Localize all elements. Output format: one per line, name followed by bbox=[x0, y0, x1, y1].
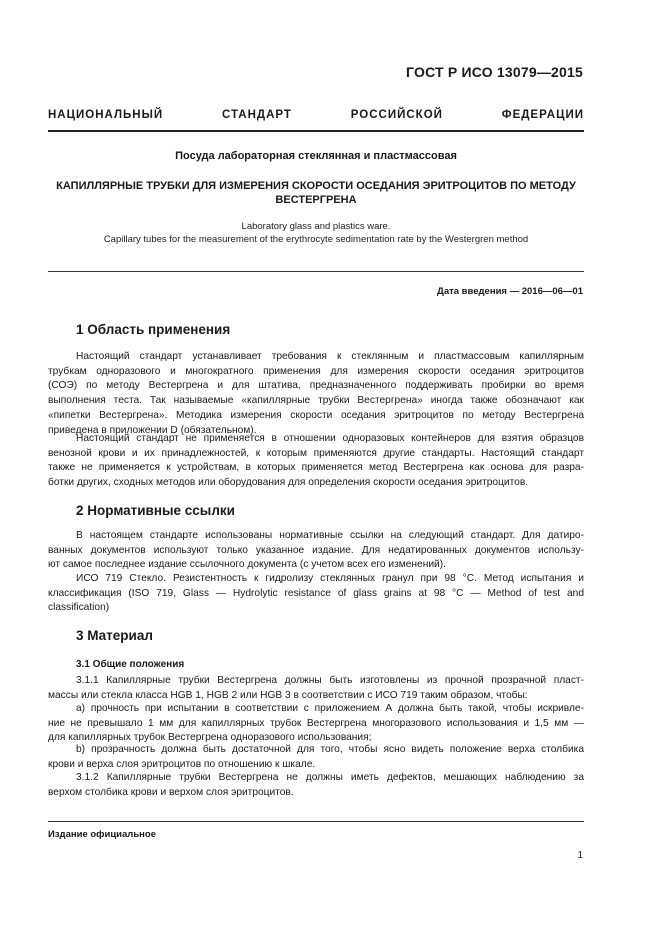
section-2-paragraph-2: ИСО 719 Стекло. Резистентность к гидролизу стеклянных гранул при 98 °С. Метод испытания и классификация (ISO 719, Glass — Hydrolytic resistance of glass grains at 98 °C — Method of test and classification) bbox=[48, 573, 584, 614]
section-3-heading: 3 Материал bbox=[76, 628, 153, 643]
footer-rule bbox=[48, 821, 584, 822]
page-number: 1 bbox=[577, 850, 583, 861]
clause-3-1-1: 3.1.1 Капиллярные трубки Вестергрена должны быть изготовлены из прочной прозрачной пласт- массы или стекла класса HGB 1, HGB 2 или HGB 3 в соответствии с ИСО 719 таким образом, чтобы: bbox=[48, 675, 584, 701]
section-2-heading: 2 Нормативные ссылки bbox=[76, 503, 235, 518]
section-1-heading: 1 Область применения bbox=[76, 322, 231, 337]
national-standard-banner: НАЦИОНАЛЬНЫЙ СТАНДАРТ РОССИЙСКОЙ ФЕДЕРАЦИИ bbox=[48, 109, 584, 121]
standard-number: ГОСТ Р ИСО 13079—2015 bbox=[406, 64, 583, 80]
header-rule bbox=[48, 130, 584, 132]
list-item-a: a) прочность при испытании в соответствии с приложением А должна быть такой, чтобы искривле- ние не превышало 1 мм для капиллярных трубок Вестергрена многоразового использования и 1,5 мм — для капиллярных трубок Вестергрена одноразового использования; bbox=[48, 703, 584, 744]
section-1-paragraph-2: Настоящий стандарт не применяется в отношении одноразовых контейнеров для взятия образцов венозной крови и их принадлежностей, к которым применяются другие стандарты. Настоящий стандарт также не применяется к устройствам, в которых применяется метод Вестергрена как основа для разра- ботки других, сходных методов или оборудования для определения скорости оседания эритроцитов. bbox=[48, 433, 584, 489]
document-title bbox=[48, 179, 584, 207]
title-line-2: ВЕСТЕРГРЕНА bbox=[275, 194, 357, 206]
list-item-b: b) прозрачность должна быть достаточной для того, чтобы ясно видеть положение верха столбика крови и верха слоя эритроцитов по отношению к шкале. bbox=[48, 744, 584, 770]
english-title-line-1: Laboratory glass and plastics ware. bbox=[241, 221, 391, 232]
title-line-1: КАПИЛЛЯРНЫЕ ТРУБКИ ДЛЯ ИЗМЕРЕНИЯ СКОРОСТИ ОСЕДАНИЯ ЭРИТРОЦИТОВ ПО МЕТОДУ bbox=[56, 180, 576, 192]
title-rule bbox=[48, 271, 584, 272]
english-title-line-2: Capillary tubes for the measurement of the erythrocyte sedimentation rate by the Westergren method bbox=[103, 234, 529, 245]
section-2-paragraph-1: В настоящем стандарте использованы нормативные ссылки на следующий стандарт. Для датиро- ванных документов используют только указанное издание. Для недатированных документов использу- ют самое последнее издание ссылочного документа (с учетом всех его изменений). bbox=[48, 530, 584, 571]
section-1-paragraph-1: Настоящий стандарт устанавливает требования к стеклянным и пластмассовым капиллярным трубкам одноразового и многократного применения для измерения скорости оседания эритроцитов (СОЭ) по методу Вестергрена и для штатива, предназначенного поддерживать пробирки во время выполнения теста. Так называемые «капиллярные трубки Вестергрена» иногда также обозначают как «пипетки Вестергрена». Методика измерения скорости оседания эритроцитов по методу Вестергрена приведена в приложении D (обязательном). bbox=[48, 351, 584, 436]
document-subtitle: Посуда лабораторная стеклянная и пластмассовая bbox=[175, 150, 457, 162]
clause-3-1-2: 3.1.2 Капиллярные трубки Вестергрена не должны иметь дефектов, мешающих наблюдению за верхом столбика крови и верхом слоя эритроцитов. bbox=[48, 772, 584, 798]
official-edition-note: Издание официальное bbox=[48, 829, 156, 840]
introduction-date: Дата введения — 2016—06—01 bbox=[437, 286, 583, 297]
section-3-1-heading: 3.1 Общие положения bbox=[76, 659, 185, 670]
